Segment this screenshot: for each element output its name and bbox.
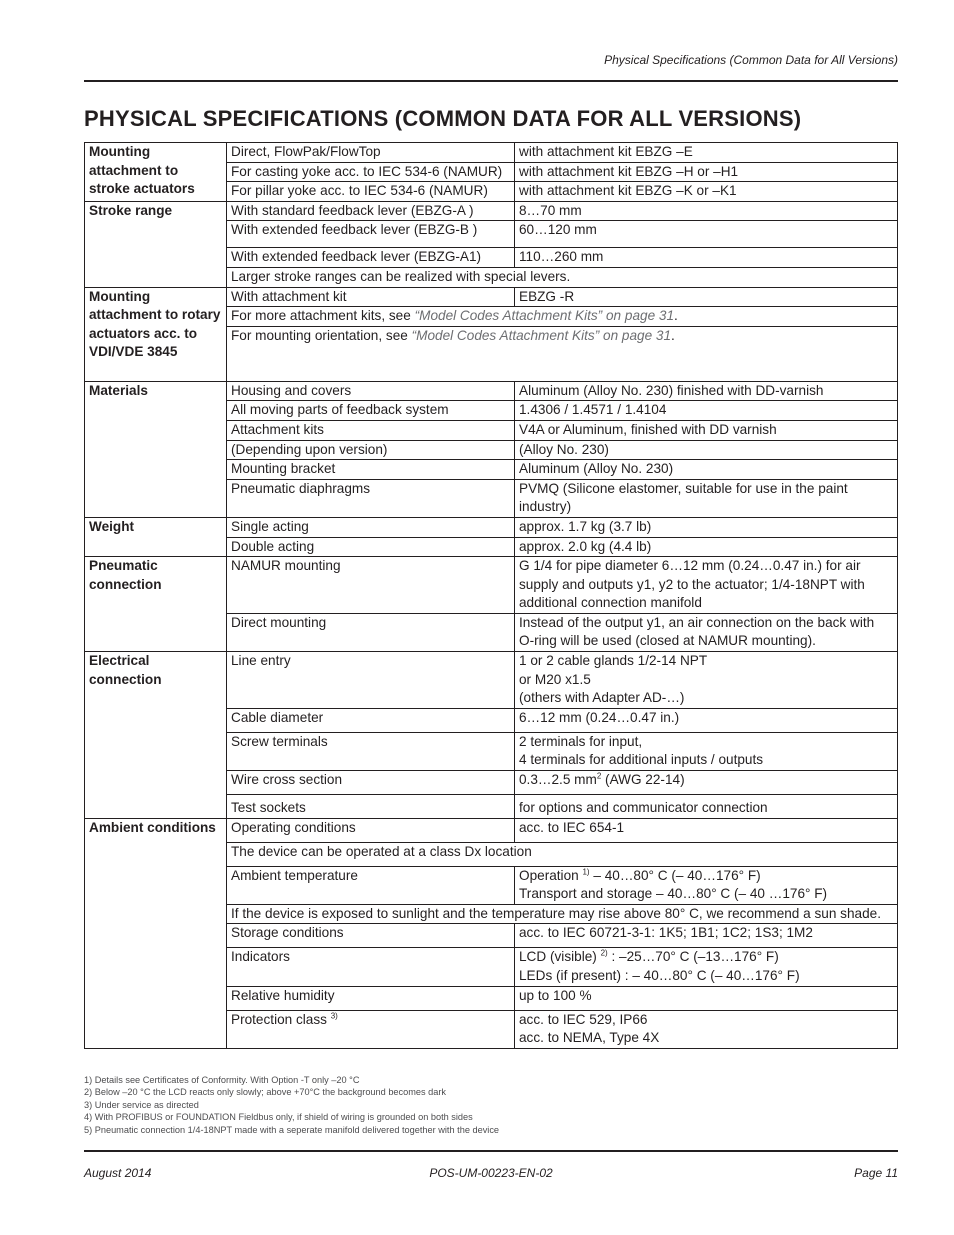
value-cell: 60…120 mm (515, 221, 898, 248)
value-cell (515, 771, 898, 795)
table-row (85, 652, 898, 709)
property-cell: Attachment kits (227, 420, 515, 440)
property-cell: Storage conditions (227, 924, 515, 948)
value-cell: Instead of the output y1, an air connection on the back with O-ring will be used (closed at NAMUR mounting). (515, 613, 898, 651)
category-cell: Ambient conditions (85, 818, 227, 1048)
value-cell (515, 652, 898, 709)
value-line: (others with Adapter AD-…) (519, 690, 685, 706)
footnote: 4) With PROFIBUS or FOUNDATION Fieldbus only, if shield of wiring is grounded on both sides (84, 1112, 473, 1123)
value-cell: Aluminum (Alloy No. 230) finished with DD-varnish (515, 381, 898, 401)
value-cell: approx. 1.7 kg (3.7 lb) (515, 517, 898, 537)
footer-date: August 2014 (84, 1166, 152, 1180)
property-cell: NAMUR mounting (227, 557, 515, 614)
category-cell: Pneumatic connection (85, 557, 227, 652)
property-cell: Ambient temperature (227, 866, 515, 904)
category-cell: Mounting attachment to rotary actuators acc. to VDI/VDE 3845 (85, 287, 227, 381)
property-cell: Line entry (227, 652, 515, 709)
category-cell: Weight (85, 517, 227, 556)
property-cell: With extended feedback lever (EBZG-B ) (227, 221, 515, 248)
value-cell (515, 866, 898, 904)
value-cell: 8…70 mm (515, 201, 898, 221)
footnote: 5) Pneumatic connection 1/4-18NPT made with a seperate manifold delivered together with the device (84, 1124, 500, 1135)
value-line (519, 948, 893, 967)
value-cell (515, 732, 898, 770)
property-cell: Operating conditions (227, 818, 515, 842)
value-line: 2 terminals for input, (519, 733, 643, 749)
category-cell: Stroke range (85, 201, 227, 287)
category-cell: Materials (85, 381, 227, 517)
property-cell: Wire cross section (227, 771, 515, 795)
property-cell: For casting yoke acc. to IEC 534-6 (NAMUR) (227, 162, 515, 182)
value-cell (515, 948, 898, 986)
footnotes (84, 1074, 499, 1136)
table-row (85, 201, 898, 221)
category-cell: Mounting attachment to stroke actuators (85, 143, 227, 202)
value-cell: for options and communicator connection (515, 795, 898, 819)
cross-reference-link[interactable]: “Model Codes Attachment Kits” on page 31 (414, 308, 675, 324)
value-cell: with attachment kit EBZG –K or –K1 (515, 182, 898, 202)
value-cell: Aluminum (Alloy No. 230) (515, 460, 898, 480)
value-line: LEDs (if present) : – 40…80° C (– 40…176° F) (519, 968, 800, 983)
footnote: 2) Below –20 °C the LCD reacts only slowly; above +70°C the background becomes dark (84, 1087, 447, 1098)
value-text: (AWG 22-14) (601, 772, 685, 788)
note-cell: If the device is exposed to sunlight and the temperature may rise above 80° C, we recommend a sun shade. (227, 904, 898, 924)
footer-document-id: POS-UM-00223-EN-02 (429, 1166, 553, 1180)
superscript: 3) (330, 1011, 338, 1021)
note-cell: Larger stroke ranges can be realized with special levers. (227, 267, 898, 287)
superscript: 1) (582, 867, 590, 877)
note-text: . (671, 327, 675, 343)
value-cell: 6…12 mm (0.24…0.47 in.) (515, 708, 898, 732)
table-row (85, 557, 898, 614)
value-text: LCD (visible) (519, 949, 601, 965)
value-line: or M20 x1.5 (519, 671, 591, 687)
property-cell: Pneumatic diaphragms (227, 479, 515, 517)
property-cell: Mounting bracket (227, 460, 515, 480)
value-cell: V4A or Aluminum, finished with DD varnish (515, 420, 898, 440)
property-cell: Direct, FlowPak/FlowTop (227, 143, 515, 163)
value-cell: with attachment kit EBZG –H or –H1 (515, 162, 898, 182)
property-cell: Indicators (227, 948, 515, 986)
value-cell: acc. to IEC 60721-3-1: 1K5; 1B1; 1C2; 1S3; 1M2 (515, 924, 898, 948)
value-cell: EBZG -R (515, 287, 898, 307)
value-cell: G 1/4 for pipe diameter 6…12 mm (0.24…0.47 in.) for air supply and outputs y1, y2 to the actuator; 1/4-18NPT with additional connection manifold (515, 557, 898, 614)
property-cell: Relative humidity (227, 986, 515, 1010)
category-cell: Electrical connection (85, 652, 227, 819)
superscript: 2 (596, 771, 602, 781)
property-cell: All moving parts of feedback system (227, 401, 515, 421)
value-line: acc. to IEC 529, IP66 (519, 1011, 648, 1027)
property-cell: Housing and covers (227, 381, 515, 401)
footnote: 3) Under service as directed (84, 1099, 199, 1110)
property-cell: Cable diameter (227, 708, 515, 732)
value-text: : –25…70° C (–13…176° F) (607, 949, 779, 965)
note-cell (227, 307, 898, 327)
note-cell: The device can be operated at a class Dx location (227, 842, 898, 866)
value-cell: 110…260 mm (515, 248, 898, 268)
note-text: For mounting orientation, see (231, 327, 412, 343)
note-text: For more attachment kits, see (231, 308, 415, 324)
value-cell: PVMQ (Silicone elastomer, suitable for use in the paint industry) (515, 479, 898, 517)
table-row (85, 818, 898, 842)
property-cell (227, 1010, 515, 1048)
value-line: 1 or 2 cable glands 1/2-14 NPT (519, 653, 708, 669)
table-row (85, 381, 898, 401)
note-cell (227, 326, 898, 381)
running-header: Physical Specifications (Common Data for All Versions) (604, 53, 898, 67)
property-cell: (Depending upon version) (227, 440, 515, 460)
page-title: PHYSICAL SPECIFICATIONS (COMMON DATA FOR ALL VERSIONS) (84, 106, 802, 131)
footer-rule (84, 1150, 898, 1152)
value-cell: 1.4306 / 1.4571 / 1.4104 (515, 401, 898, 421)
superscript: 2) (600, 948, 608, 958)
property-cell: With attachment kit (227, 287, 515, 307)
value-text: – 40…80° C (– 40…176° F) (589, 867, 761, 883)
value-cell: with attachment kit EBZG –E (515, 143, 898, 163)
property-cell: Direct mounting (227, 613, 515, 651)
cross-reference-link[interactable]: “Model Codes Attachment Kits” on page 31 (411, 327, 672, 343)
value-cell: (Alloy No. 230) (515, 440, 898, 460)
footer-page-number: Page 11 (854, 1166, 898, 1180)
header-rule (84, 80, 898, 82)
value-text: Operation (519, 867, 583, 883)
table-row (85, 287, 898, 307)
specifications-table (84, 142, 898, 1049)
property-cell: Screw terminals (227, 732, 515, 770)
value-line: acc. to NEMA, Type 4X (519, 1030, 660, 1046)
property-cell: With extended feedback lever (EBZG-A1) (227, 248, 515, 268)
value-line: Transport and storage – 40…80° C (– 40 …176° F) (519, 886, 828, 902)
value-cell (515, 1010, 898, 1048)
property-text: Protection class (231, 1011, 331, 1027)
value-line (519, 867, 893, 886)
property-cell: Single acting (227, 517, 515, 537)
value-cell: up to 100 % (515, 986, 898, 1010)
value-line: 4 terminals for additional inputs / outputs (519, 752, 764, 768)
value-cell: approx. 2.0 kg (4.4 lb) (515, 537, 898, 557)
property-cell: With standard feedback lever (EBZG-A ) (227, 201, 515, 221)
property-cell: Test sockets (227, 795, 515, 819)
table-row (85, 517, 898, 537)
property-cell: Double acting (227, 537, 515, 557)
value-text: 0.3…2.5 mm (519, 772, 597, 788)
property-cell: For pillar yoke acc. to IEC 534-6 (NAMUR) (227, 182, 515, 202)
note-text: . (674, 308, 678, 324)
footnote: 1) Details see Certificates of Conformity. With Option -T only –20 °C (84, 1075, 360, 1085)
value-cell: acc. to IEC 654-1 (515, 818, 898, 842)
table-row (85, 143, 898, 163)
